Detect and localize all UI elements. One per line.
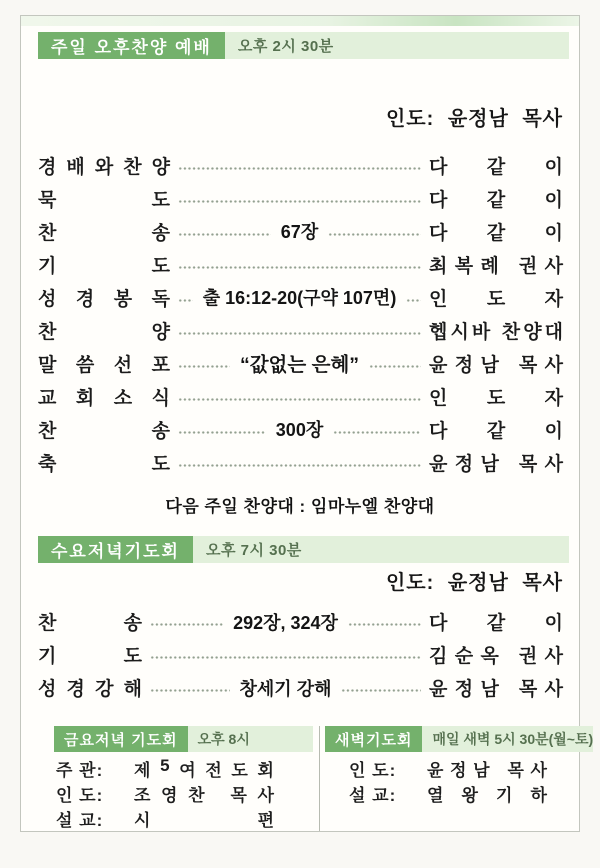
- detail-row-host: [56, 756, 313, 781]
- row-label: 성 경 강 해: [38, 679, 142, 701]
- section-badge: 금요저녁 기도회: [54, 726, 188, 752]
- exposition-title: 창세기 강해: [239, 678, 332, 699]
- service-leader-line: [21, 105, 579, 133]
- worship-order-list: [21, 149, 579, 479]
- detail-label: 설 교:: [56, 811, 104, 831]
- detail-value: 조 영 찬 목 사: [134, 786, 274, 806]
- section-time-label: 오후 8시: [197, 731, 250, 748]
- order-row-bible-exposition: [21, 671, 579, 704]
- detail-row-leader: [56, 781, 313, 806]
- dotted-leader: [406, 298, 421, 303]
- row-value: 윤 정 남 목 사: [429, 679, 563, 701]
- leader-label: 인도:: [385, 107, 435, 130]
- row-value: 헵 시 바 찬 양 대: [429, 321, 563, 343]
- row-label: 기 도: [38, 255, 170, 277]
- dotted-leader: [369, 364, 421, 369]
- order-row-announcements: [21, 380, 579, 413]
- order-row-benediction: [21, 446, 579, 479]
- row-value: 인 도 자: [429, 387, 563, 409]
- detail-label: 인 도:: [56, 786, 104, 806]
- row-value: 다 같 이: [429, 420, 563, 442]
- service-leader-line: [21, 569, 579, 597]
- dotted-leader: [178, 265, 421, 270]
- order-row-scripture-reading: [21, 281, 579, 314]
- dotted-leader: [178, 397, 421, 402]
- order-row-worship-praise: [21, 149, 579, 182]
- order-row-anthem: [21, 314, 579, 347]
- detail-value: 열 왕 기 하: [427, 786, 547, 806]
- order-row-hymn: [21, 605, 579, 638]
- dawn-prayer-column: [319, 726, 594, 831]
- row-value: 최 복 례 권 사: [429, 255, 563, 277]
- order-row-prayer: [21, 638, 579, 671]
- friday-prayer-details: [56, 756, 313, 831]
- section-header-friday-prayer: [54, 726, 313, 752]
- row-label: 찬 송: [38, 222, 170, 244]
- dotted-leader: [328, 232, 421, 237]
- section-badge: 새벽기도회: [325, 726, 422, 752]
- section-badge: 수요저녁기도회: [38, 536, 193, 563]
- hymn-numbers: 292장, 324장: [233, 612, 338, 633]
- section-time-label: 매일 새벽 5시 30분(월~토): [432, 731, 594, 748]
- section-header-wednesday-prayer: [38, 536, 569, 563]
- dawn-prayer-details: [349, 756, 571, 806]
- leader-name: 윤정남 목사: [447, 572, 563, 595]
- row-value: 다 같 이: [429, 613, 563, 635]
- dotted-leader: [178, 430, 266, 435]
- scripture-reference: 출 16:12-20(구약 107면): [202, 288, 397, 309]
- row-value: 윤 정 남 목 사: [429, 354, 563, 376]
- dotted-leader: [178, 199, 421, 204]
- dotted-leader: [178, 166, 421, 171]
- order-row-prayer: [21, 248, 579, 281]
- section-time-strip: [225, 32, 569, 59]
- section-time-label: 오후 2시 30분: [237, 37, 334, 55]
- detail-value: 윤 정 남 목 사: [427, 761, 547, 781]
- section-time-strip: [188, 726, 313, 752]
- order-row-hymn-2: [21, 413, 579, 446]
- dotted-leader: [333, 430, 421, 435]
- section-time-label: 오후 7시 30분: [205, 541, 302, 559]
- friday-prayer-column: [21, 726, 319, 831]
- row-label: 찬 송: [38, 420, 170, 442]
- section-time-strip: [193, 536, 569, 563]
- section-header-dawn-prayer: [325, 726, 594, 752]
- dotted-leader: [178, 364, 230, 369]
- row-label: 묵 도: [38, 189, 170, 211]
- section-header-sunday-afternoon: [38, 32, 569, 59]
- leader-label: 인도:: [385, 572, 435, 595]
- order-row-hymn: [21, 215, 579, 248]
- dotted-leader: [150, 688, 230, 693]
- row-label: 찬 송: [38, 613, 142, 635]
- section-badge: 주일 오후찬양 예배: [38, 32, 225, 59]
- hymn-number: 300장: [275, 420, 324, 441]
- wednesday-order-list: [21, 605, 579, 704]
- dotted-leader: [178, 331, 421, 336]
- bottom-two-column-block: [21, 726, 594, 831]
- dotted-leader: [348, 622, 421, 627]
- row-label: 교 회 소 식: [38, 387, 170, 409]
- row-label: 성 경 봉 독: [38, 288, 170, 310]
- detail-value: 시 편: [134, 811, 274, 831]
- dotted-leader: [178, 463, 421, 468]
- row-value: 윤 정 남 목 사: [429, 453, 563, 475]
- row-value: 다 같 이: [429, 222, 563, 244]
- detail-label: 주 관:: [56, 761, 104, 781]
- dotted-leader: [178, 298, 193, 303]
- detail-label: 설 교:: [349, 786, 397, 806]
- hymn-number: 67장: [280, 222, 319, 243]
- row-label: 말 씀 선 포: [38, 354, 170, 376]
- next-week-choir-note: 다음 주일 찬양대 : 임마누엘 찬양대: [165, 496, 435, 516]
- dotted-leader: [178, 232, 271, 237]
- row-label: 기 도: [38, 646, 142, 668]
- section-time-strip: [422, 726, 593, 752]
- dotted-leader: [150, 622, 223, 627]
- dotted-leader: [150, 655, 421, 660]
- dotted-leader: [341, 688, 421, 693]
- row-value: 다 같 이: [429, 156, 563, 178]
- leader-name: 윤정남 목사: [447, 107, 563, 130]
- detail-label: 인 도:: [349, 761, 397, 781]
- order-row-silent-prayer: [21, 182, 579, 215]
- bulletin-page: [20, 15, 594, 832]
- row-label: 경 배 와 찬 양: [38, 156, 170, 178]
- row-value: 김 순 옥 권 사: [429, 646, 563, 668]
- sermon-title: “값없는 은혜”: [239, 354, 360, 377]
- detail-row-sermon: [56, 806, 313, 831]
- row-label: 축 도: [38, 453, 170, 475]
- order-row-sermon: [21, 347, 579, 380]
- detail-row-sermon: [349, 781, 571, 806]
- row-value: 다 같 이: [429, 189, 563, 211]
- detail-value: 제 5 여 전 도 회: [134, 756, 274, 781]
- detail-row-leader: [349, 756, 571, 781]
- row-label: 찬 양: [38, 321, 170, 343]
- row-value: 인 도 자: [429, 288, 563, 310]
